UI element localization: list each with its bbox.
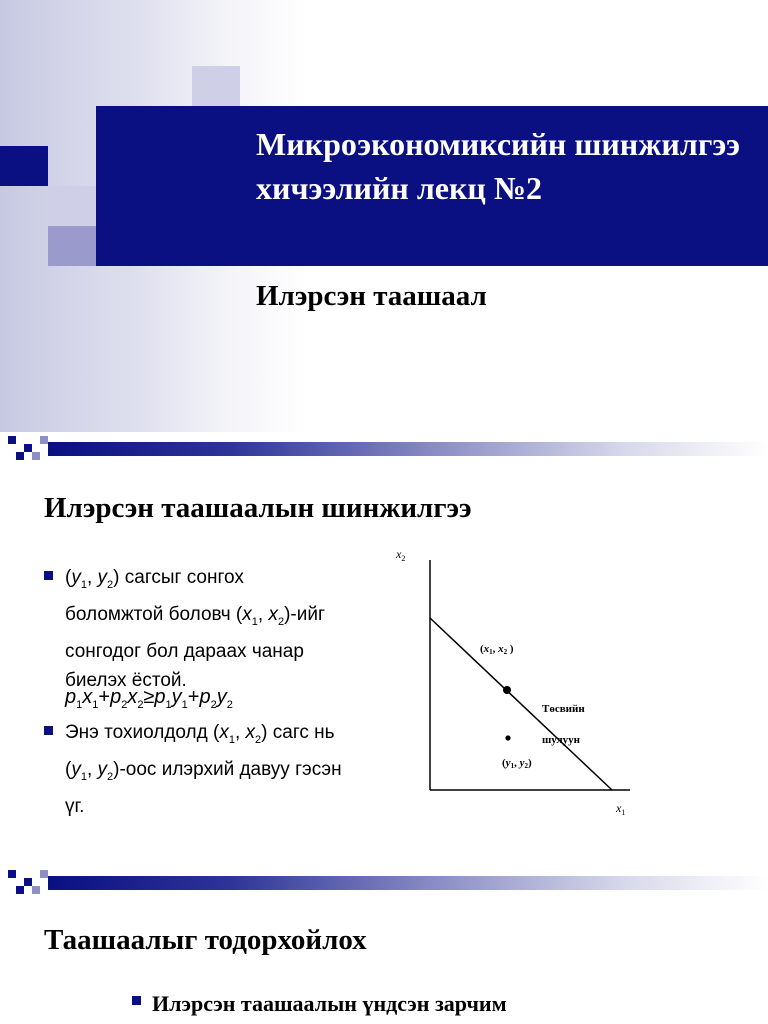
- point-y: [505, 735, 510, 740]
- divider-square: [16, 886, 24, 894]
- divider-square: [24, 878, 32, 886]
- decor-square: [48, 186, 96, 226]
- bullet-text: Илэрсэн таашаалын үндсэн зарчим: [152, 991, 507, 1016]
- bullet-marker: [132, 996, 141, 1005]
- divider-square: [8, 436, 16, 444]
- y-axis-label: $x_2$: [396, 547, 406, 563]
- divider-square: [40, 436, 48, 444]
- slide-subtitle: Илэрсэн таашаал: [256, 280, 487, 312]
- inequality-formula: $p_1x_1+p_2x_2\ge p_1y_1+p_2y_2$: [65, 686, 233, 711]
- bullet-text: ($y_1$, $y_2$) сагсыг сонгох боломжтой боловч ($x_1$, $x_2$)-ийг сонгодог бол дараах чанар биелэх ёстой.: [65, 567, 325, 691]
- point-x: [503, 686, 511, 694]
- x-axis-label: $x_1$: [616, 801, 626, 817]
- budget-line-label: Төсвийн: [542, 703, 585, 715]
- divider-square: [32, 452, 40, 460]
- bullet-marker: [44, 726, 53, 735]
- title-slide: [0, 0, 768, 432]
- bullet-marker: [44, 571, 53, 580]
- divider-square: [40, 870, 48, 878]
- divider-bar: [48, 876, 768, 890]
- budget-line-diagram: [390, 540, 650, 830]
- bullet-list: [44, 563, 384, 817]
- slide-title: Таашаалыг тодорхойлох: [44, 924, 367, 956]
- decor-square: [192, 66, 240, 106]
- bullet-text: Энэ тохиолдолд ($x_1$, $x_2$) сагс нь ($y_1$, $y_2$)-оос илэрхий давуу гэсэн үг.: [65, 722, 342, 817]
- slide-divider: [0, 432, 768, 464]
- decor-square: [48, 226, 96, 266]
- divider-square: [16, 452, 24, 460]
- divider-square: [8, 870, 16, 878]
- slide-title: Микроэкономиксийн шинжилгээ хичээлийн лекц №2: [256, 126, 740, 206]
- slide-title: Илэрсэн таашаалын шинжилгээ: [44, 492, 472, 524]
- divider-square: [32, 886, 40, 894]
- point-x-label: (x1, x2 ): [480, 643, 514, 656]
- divider-bar: [48, 442, 768, 456]
- slide-divider: [0, 866, 768, 898]
- budget-line-label: шулуун: [542, 734, 581, 746]
- point-y-label: (y1, y2): [502, 757, 532, 770]
- divider-square: [24, 444, 32, 452]
- decor-bar: [0, 146, 48, 186]
